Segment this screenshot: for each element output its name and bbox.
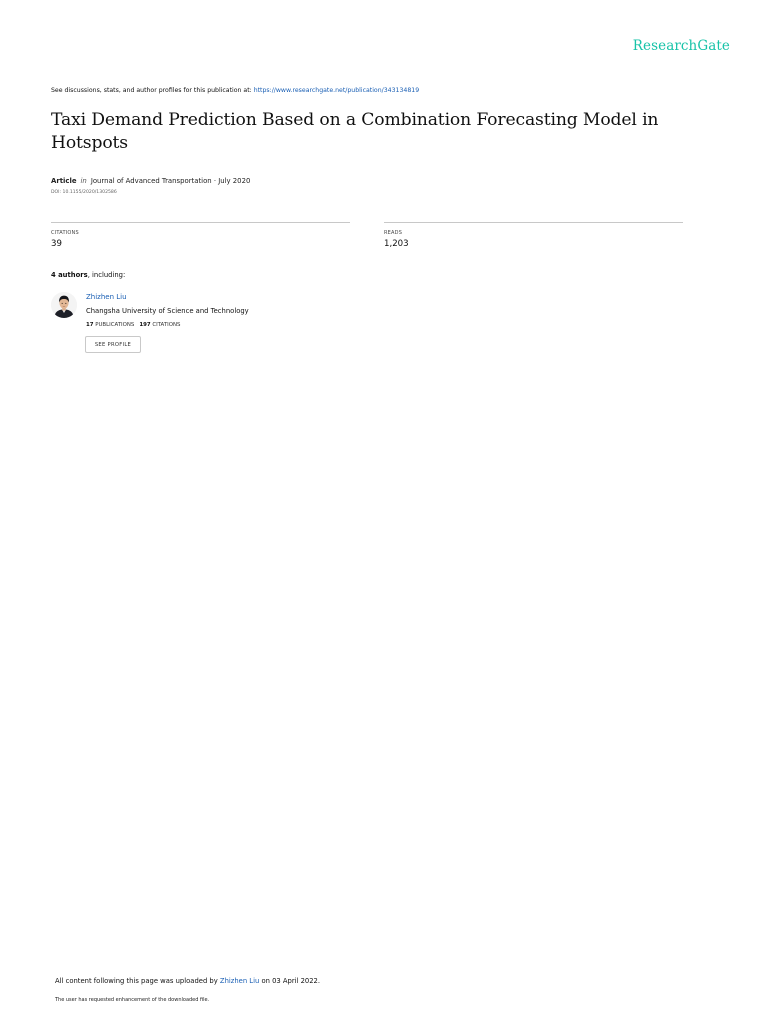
author-publications-label: PUBLICATIONS [95,322,135,328]
citations-label: CITATIONS [51,230,79,236]
uploader-link[interactable]: Zhizhen Liu [219,977,260,985]
upload-suffix: on 03 April 2022. [259,977,321,985]
researchgate-logo[interactable]: ResearchGate [632,38,730,54]
author-stats [86,322,180,328]
article-title: Taxi Demand Prediction Based on a Combination Forecasting Model in Hotspots [51,110,659,153]
reads-label: READS [384,230,403,236]
citations-value: 39 [51,239,62,249]
discussion-line [51,87,419,94]
author-name-link[interactable]: Zhizhen Liu [86,293,127,301]
see-profile-button[interactable]: SEE PROFILE [85,336,141,353]
reads-value: 1,203 [384,239,409,249]
author-citations-count: 197 [139,322,151,328]
author-avatar-icon[interactable] [51,292,77,318]
authors-count-line [51,271,125,279]
citations-divider [51,222,350,223]
upload-prefix: All content following this page was uploaded by [55,977,220,985]
article-type: Article [51,177,77,185]
journal-date: Journal of Advanced Transportation · July 2020 [90,177,251,185]
in-label: in [80,177,87,185]
enhancement-note: The user has requested enhancement of the downloaded file. [55,997,210,1003]
author-citations-label: CITATIONS [152,322,181,328]
publication-url-link[interactable]: https://www.researchgate.net/publication/343134819 [253,87,420,94]
author-publications-count: 17 [86,322,94,328]
author-institution: Changsha University of Science and Technology [86,307,249,315]
discussion-prefix: See discussions, stats, and author profiles for this publication at: [51,87,254,94]
doi-label: DOI: 10.1155/2020/1302586 [51,190,117,195]
reads-divider [384,222,683,223]
authors-suffix: , including: [87,271,126,279]
upload-notice [55,977,320,985]
authors-count: 4 authors [51,271,88,279]
article-meta [51,177,250,185]
